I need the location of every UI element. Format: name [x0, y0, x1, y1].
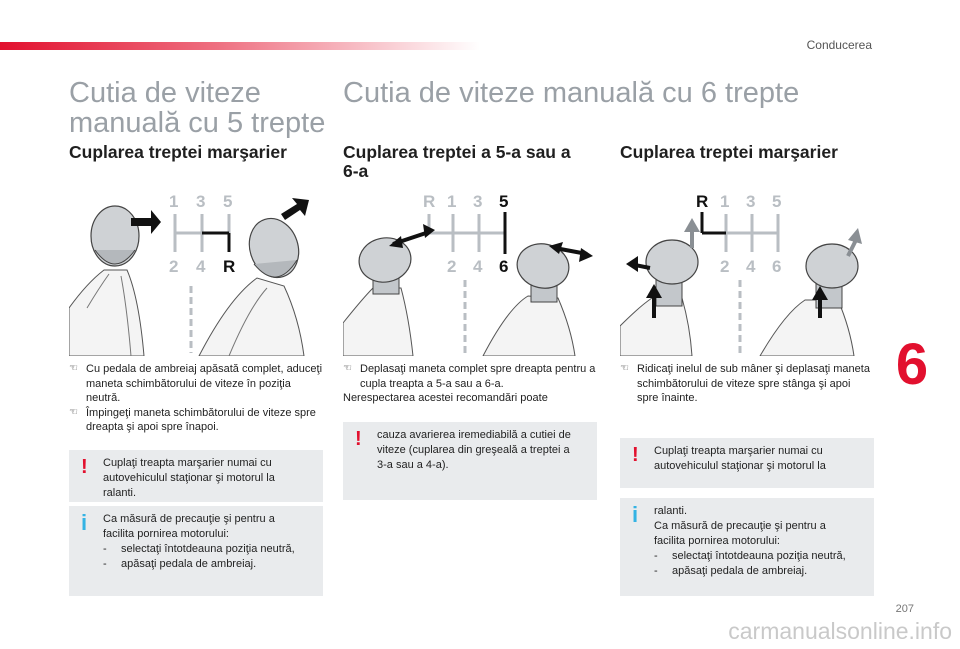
- warning-box-5th-6th: [343, 422, 597, 500]
- gear-label-r: R: [423, 192, 436, 211]
- warning-line: viteze (cuplarea din greşeală a treptei a: [377, 444, 570, 456]
- warning-line: ralanti.: [103, 487, 137, 499]
- section-label: Conducerea: [806, 38, 872, 52]
- steps-5th-6th: [343, 362, 597, 406]
- warning-icon: !: [355, 428, 362, 450]
- step-bullet-icon: ☜: [69, 363, 78, 374]
- step-text: Ridicaţi inelul de sub mâner şi deplasaţi maneta schimbătorului de viteze spre stânga şi apoi spre înainte.: [637, 363, 870, 404]
- warning-box-6speed: [620, 438, 874, 488]
- info-list-item-text: apăsaţi pedala de ambreiaj.: [121, 558, 257, 570]
- info-list-item: - apăsaţi pedala de ambreiaj.: [654, 565, 808, 577]
- gear-label-1: 1: [169, 192, 179, 211]
- page-number: 207: [895, 603, 914, 615]
- info-line: facilita pornirea motorului:: [654, 535, 780, 547]
- gearshift-illustration-5th-6th: [343, 188, 597, 356]
- warning-line: autovehiculul staţionar şi motorul la: [654, 460, 826, 472]
- gear-label-2: 2: [720, 257, 730, 276]
- gear-label-5: 5: [499, 192, 509, 211]
- title-5-speed-line2: manuală cu 5 trepte: [69, 107, 326, 139]
- gear-label-4: 4: [473, 257, 483, 276]
- subtitle-5th-6th-line1: Cuplarea treptei a 5-a sau a: [343, 142, 571, 162]
- gear-label-4: 4: [746, 257, 756, 276]
- info-line: ralanti.: [654, 505, 688, 517]
- info-icon: i: [81, 510, 88, 535]
- gear-label-1: 1: [720, 192, 730, 211]
- warning-line: Cuplaţi treapta marşarier numai cu: [654, 445, 823, 457]
- step-text: Deplasaţi maneta complet spre dreapta pentru a cupla treapta a 5-a sau a 6-a.: [360, 363, 596, 390]
- gear-label-6: 6: [772, 257, 782, 276]
- title-6-speed: Cutia de viteze manuală cu 6 trepte: [343, 77, 800, 109]
- title-5-speed: [69, 78, 325, 138]
- info-list-item: - selectaţi întotdeauna poziţia neutră,: [654, 550, 846, 562]
- gearshift-illustration-5speed: [69, 188, 324, 356]
- step-bullet-icon: ☜: [343, 363, 352, 374]
- gear-label-3: 3: [746, 192, 756, 211]
- info-box-6speed: [620, 498, 874, 596]
- gear-label-4: 4: [196, 257, 206, 276]
- watermark: carmanualsonline.info: [728, 618, 952, 644]
- info-list-item-text: selectaţi întotdeauna poziţia neutră,: [121, 543, 295, 555]
- chapter-tab: [882, 322, 960, 408]
- warning-icon: !: [632, 444, 639, 466]
- gear-label-r: R: [223, 257, 236, 276]
- info-list-item-text: apăsaţi pedala de ambreiaj.: [672, 565, 808, 577]
- gear-label-5: 5: [223, 192, 233, 211]
- warning-box-5speed: [69, 450, 323, 502]
- header-accent-bar: [0, 42, 480, 50]
- step-neutral: [69, 362, 323, 406]
- warning-icon: !: [81, 456, 88, 478]
- gear-label-r: R: [696, 192, 709, 211]
- subtitle-5th-6th-line2: 6-a: [343, 161, 369, 181]
- step-bullet-icon: ☜: [620, 363, 629, 374]
- warning-line: cauza avarierea iremediabilă a cutiei de: [377, 429, 571, 441]
- steps-reverse-6speed: [620, 362, 874, 406]
- warning-line: 3-a sau a 4-a).: [377, 459, 449, 471]
- info-list-item: - selectaţi întotdeauna poziţia neutră,: [103, 543, 295, 555]
- gearshift-illustration-reverse-6speed: [620, 188, 874, 356]
- info-box-5speed: [69, 506, 323, 596]
- info-icon: i: [632, 502, 639, 527]
- warning-line: Cuplaţi treapta marşarier numai cu: [103, 457, 272, 469]
- step-lift-ring: [620, 362, 874, 406]
- gear-label-6: 6: [499, 257, 509, 276]
- gear-label-2: 2: [447, 257, 457, 276]
- info-line: facilita pornirea motorului:: [103, 528, 229, 540]
- step-move-right: [343, 362, 597, 391]
- steps-5speed: [69, 362, 323, 435]
- step-push-right-back: [69, 406, 323, 435]
- info-line: Ca măsură de precauţie şi pentru a: [103, 513, 275, 525]
- subtitle-reverse-5speed: Cuplarea treptei marşarier: [69, 142, 287, 162]
- gear-label-3: 3: [473, 192, 483, 211]
- gear-label-3: 3: [196, 192, 206, 211]
- note-text: Nerespectarea acestei recomandări poate: [343, 392, 548, 404]
- warning-line: autovehiculul staţionar şi motorul la: [103, 472, 275, 484]
- step-text: Împingeţi maneta schimbătorului de viteze spre dreapta şi apoi spre înapoi.: [86, 406, 316, 433]
- subtitle-reverse-6speed: Cuplarea treptei marşarier: [620, 142, 838, 162]
- step-text: Cu pedala de ambreiaj apăsată complet, aduceţi maneta schimbătorului de viteze în poziţia neutră.: [86, 363, 323, 404]
- info-line: Ca măsură de precauţie şi pentru a: [654, 520, 826, 532]
- title-5-speed-line1: Cutia de viteze: [69, 77, 261, 109]
- gear-label-1: 1: [447, 192, 457, 211]
- info-list-item-text: selectaţi întotdeauna poziţia neutră,: [672, 550, 846, 562]
- gear-label-5: 5: [772, 192, 782, 211]
- chapter-number: 6: [895, 332, 929, 397]
- gear-label-2: 2: [169, 257, 179, 276]
- info-list-item: - apăsaţi pedala de ambreiaj.: [103, 558, 257, 570]
- step-bullet-icon: ☜: [69, 406, 78, 418]
- subtitle-5th-6th: [343, 143, 571, 181]
